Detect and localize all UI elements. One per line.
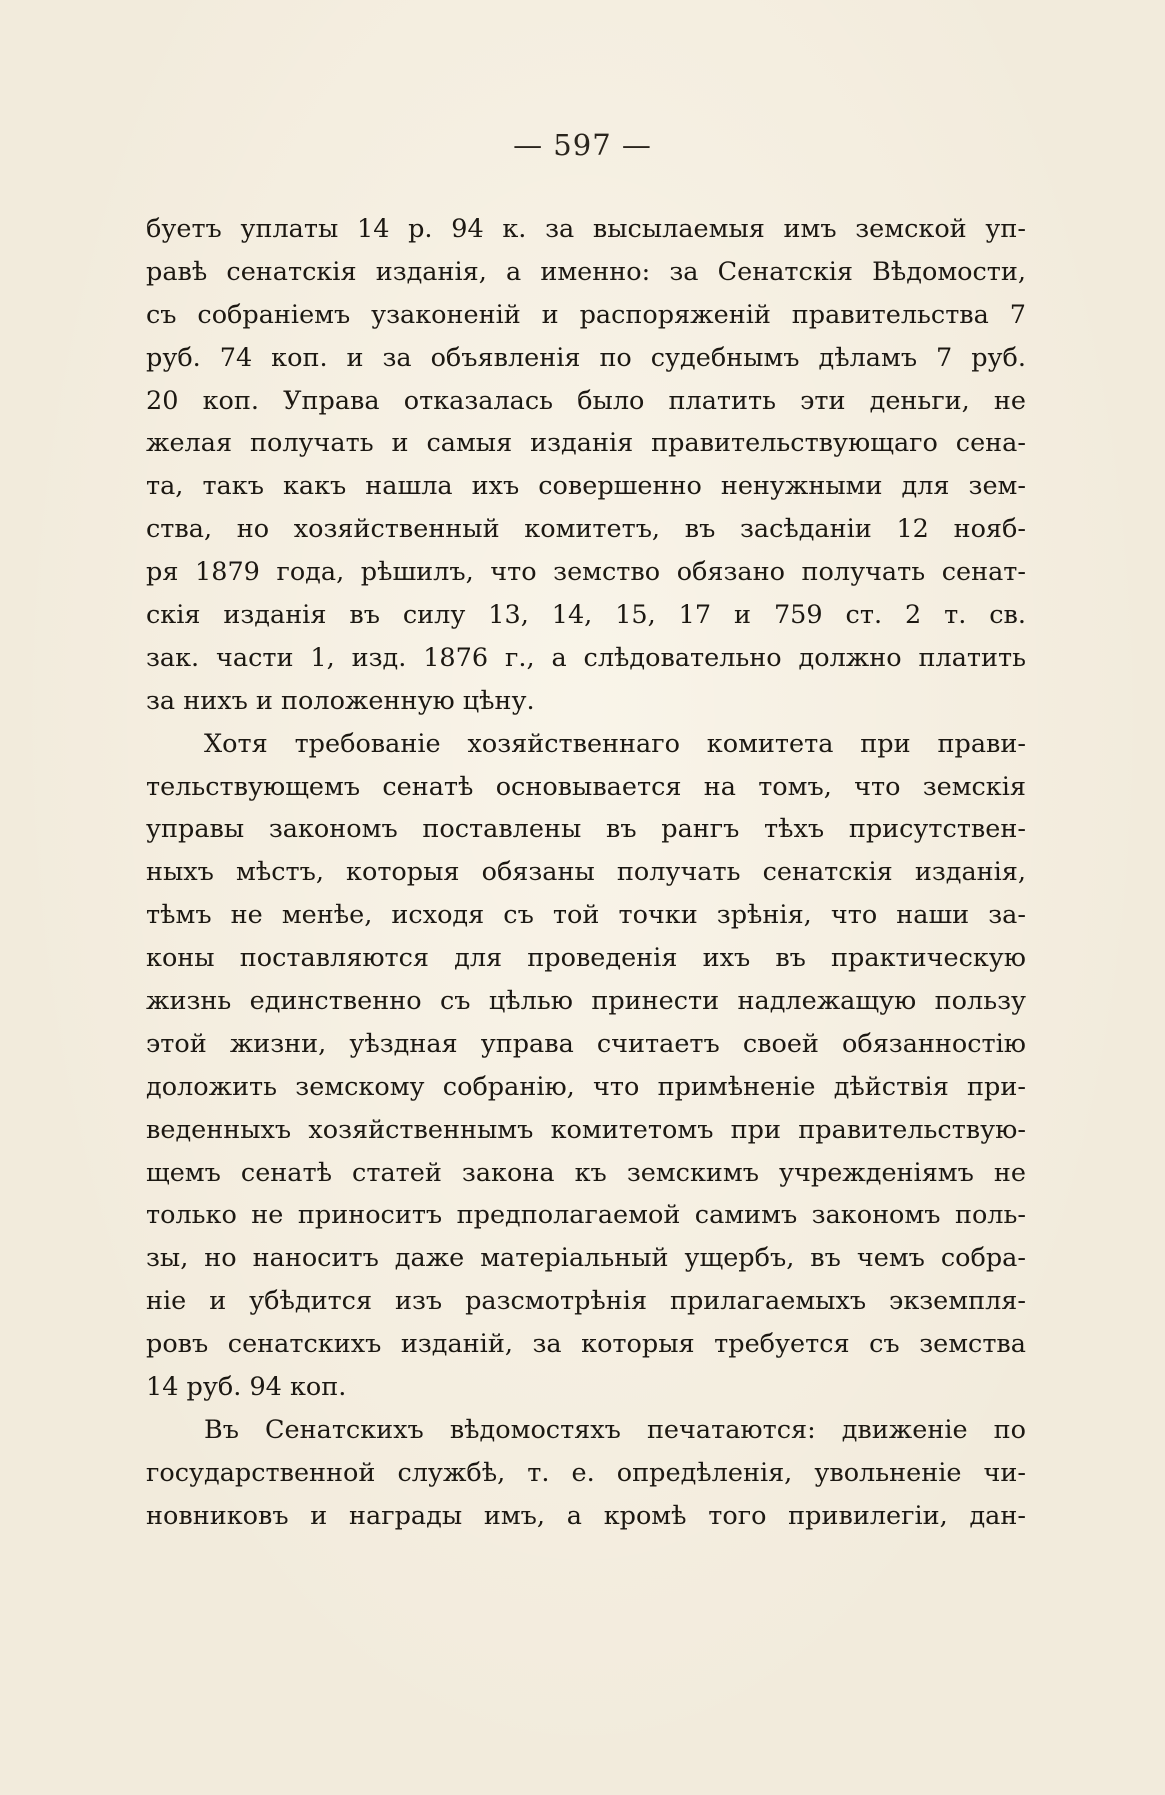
text-line: зак. части 1, изд. 1876 г., а слѣдовательно должно платить (146, 642, 1026, 673)
text-line: жизнь единственно съ цѣлью принести надлежащую пользу (146, 986, 1026, 1017)
text-line: тѣмъ не менѣе, исходя съ той точки зрѣнія, что наши за- (146, 900, 1026, 931)
text-line: тельствующемъ сенатѣ основывается на томъ, что земскія (146, 771, 1026, 802)
text-line: зы, но наноситъ даже матеріальный ущербъ, въ чемъ собра- (146, 1243, 1026, 1274)
text-line: скія изданія въ силу 13, 14, 15, 17 и 759 ст. 2 т. св. (146, 600, 1026, 631)
text-line: съ собраніемъ узаконеній и распоряженій правительства 7 (146, 299, 1026, 330)
page-number: — 597 — (513, 128, 652, 162)
body-text (146, 208, 1026, 1538)
text-line: желая получать и самыя изданія правительствующаго сена- (146, 428, 1026, 459)
text-line: этой жизни, уѣздная управа считаетъ своей обязанностію (146, 1028, 1026, 1059)
text-line: только не приноситъ предполагаемой самимъ закономъ поль- (146, 1200, 1026, 1231)
text-line: ніе и убѣдится изъ разсмотрѣнія прилагаемыхъ экземпля- (146, 1286, 1026, 1317)
text-line: равѣ сенатскія изданія, а именно: за Сенатскія Вѣдомости, (146, 256, 1026, 287)
text-line: государственной службѣ, т. е. опредѣленія, увольненіе чи- (146, 1457, 1026, 1488)
text-line: ровъ сенатскихъ изданій, за которыя требуется съ земства (146, 1329, 1026, 1360)
text-line: Въ Сенатскихъ вѣдомостяхъ печатаются: движеніе по (204, 1414, 1026, 1445)
text-line: 14 руб. 94 коп. (146, 1372, 347, 1403)
text-line: руб. 74 коп. и за объявленія по судебнымъ дѣламъ 7 руб. (146, 342, 1026, 373)
text-line: Хотя требованіе хозяйственнаго комитета при прави- (204, 728, 1026, 759)
text-line: ря 1879 года, рѣшилъ, что земство обязано получать сенат- (146, 557, 1026, 588)
text-line: та, такъ какъ нашла ихъ совершенно ненужными для зем- (146, 471, 1026, 502)
text-line: за нихъ и положенную цѣну. (146, 685, 535, 716)
text-line: новниковъ и награды имъ, а кромѣ того привилегіи, дан- (146, 1500, 1026, 1531)
text-line: ства, но хозяйственный комитетъ, въ засѣданіи 12 нояб- (146, 514, 1026, 545)
text-line: буетъ уплаты 14 р. 94 к. за высылаемыя имъ земской уп- (146, 214, 1026, 244)
text-line: управы закономъ поставлены въ рангъ тѣхъ присутствен- (146, 814, 1026, 845)
text-line: коны поставляются для проведенія ихъ въ практическую (146, 943, 1026, 974)
text-line: ныхъ мѣстъ, которыя обязаны получать сенатскія изданія, (146, 857, 1026, 888)
text-line: 20 коп. Управа отказалась было платить эти деньги, не (146, 385, 1026, 416)
text-line: доложить земскому собранію, что примѣненіе дѣйствія при- (146, 1071, 1026, 1102)
text-line: щемъ сенатѣ статей закона къ земскимъ учрежденіямъ не (146, 1157, 1026, 1188)
text-line: веденныхъ хозяйственнымъ комитетомъ при правительствую- (146, 1114, 1026, 1145)
